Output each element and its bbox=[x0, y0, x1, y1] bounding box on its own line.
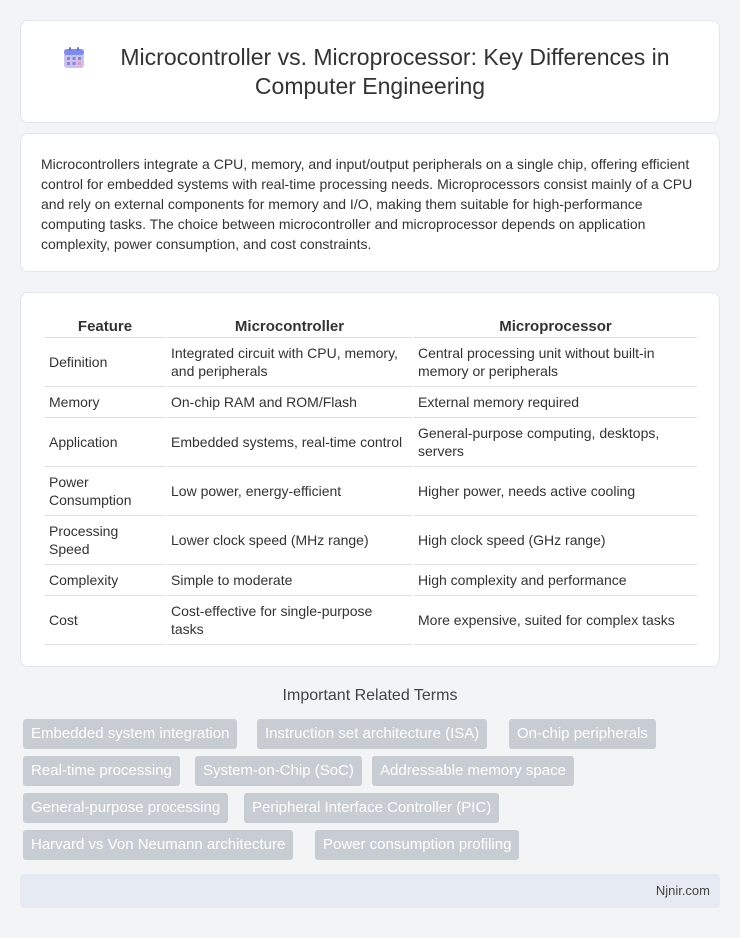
intro-paragraph: Microcontrollers integrate a CPU, memory, and input/output peripherals on a single chip, offering efficient control for embedded systems with real-time processing needs. Microprocessors consist mainly of a CPU and rely on external components for memory and I/O, making them suitable for high-performance computing tasks. The choice between microcontroller and microprocessor depends on application complexity, power consumption, and cost constraints. bbox=[41, 156, 693, 252]
table-cell-microprocessor: Central processing unit without built-in memory or peripherals bbox=[414, 338, 697, 387]
table-cell-microcontroller: Simple to moderate bbox=[167, 565, 412, 596]
page-title bbox=[21, 43, 719, 101]
table-cell-microcontroller: Lower clock speed (MHz range) bbox=[167, 516, 412, 565]
related-term-tag[interactable]: Instruction set architecture (ISA) bbox=[257, 719, 487, 749]
table-cell-microprocessor: General-purpose computing, desktops, servers bbox=[414, 418, 697, 467]
table-cell-microprocessor: High clock speed (GHz range) bbox=[414, 516, 697, 565]
table-cell-feature: Application bbox=[45, 418, 165, 467]
column-header-feature: Feature bbox=[45, 316, 165, 338]
comparison-table bbox=[43, 316, 699, 645]
related-term-tag[interactable]: Peripheral Interface Controller (PIC) bbox=[244, 793, 499, 823]
title-card bbox=[20, 20, 720, 123]
table-cell-feature: Memory bbox=[45, 387, 165, 418]
related-term-tag[interactable]: System-on-Chip (SoC) bbox=[195, 756, 362, 786]
column-header-microprocessor: Microprocessor bbox=[414, 316, 697, 338]
table-cell-microcontroller: On-chip RAM and ROM/Flash bbox=[167, 387, 412, 418]
related-term-tag[interactable]: Real-time processing bbox=[23, 756, 180, 786]
table-row bbox=[45, 418, 697, 467]
footer bbox=[20, 874, 720, 908]
table-row bbox=[45, 596, 697, 645]
related-term-tag[interactable]: On-chip peripherals bbox=[509, 719, 656, 749]
table-row bbox=[45, 516, 697, 565]
table-header-row bbox=[45, 316, 697, 338]
footer-site-link[interactable]: Njnir.com bbox=[655, 883, 710, 898]
table-cell-microcontroller: Embedded systems, real-time control bbox=[167, 418, 412, 467]
intro-card bbox=[20, 133, 720, 272]
table-row bbox=[45, 467, 697, 516]
comparison-table-card bbox=[20, 292, 720, 667]
table-cell-feature: Processing Speed bbox=[45, 516, 165, 565]
related-term-tag[interactable]: Harvard vs Von Neumann architecture bbox=[23, 830, 293, 860]
related-term-tag[interactable]: General-purpose processing bbox=[23, 793, 228, 823]
table-cell-microprocessor: More expensive, suited for complex tasks bbox=[414, 596, 697, 645]
table-cell-feature: Definition bbox=[45, 338, 165, 387]
table-cell-microprocessor: High complexity and performance bbox=[414, 565, 697, 596]
table-cell-feature: Power Consumption bbox=[45, 467, 165, 516]
related-term-tag[interactable]: Addressable memory space bbox=[372, 756, 574, 786]
related-term-tag[interactable]: Power consumption profiling bbox=[315, 830, 519, 860]
table-cell-microcontroller: Cost-effective for single-purpose tasks bbox=[167, 596, 412, 645]
table-cell-microcontroller: Integrated circuit with CPU, memory, and peripherals bbox=[167, 338, 412, 387]
table-cell-feature: Complexity bbox=[45, 565, 165, 596]
table-cell-microcontroller: Low power, energy-efficient bbox=[167, 467, 412, 516]
table-cell-feature: Cost bbox=[45, 596, 165, 645]
related-terms-title: Important Related Terms bbox=[282, 687, 458, 704]
page-title-line2: Computer Engineering bbox=[254, 73, 486, 99]
table-cell-microprocessor: Higher power, needs active cooling bbox=[414, 467, 697, 516]
related-term-tag[interactable]: Embedded system integration bbox=[23, 719, 237, 749]
page-title-line1: Microcontroller vs. Microprocessor: Key Differences in bbox=[120, 44, 670, 70]
table-cell-microprocessor: External memory required bbox=[414, 387, 697, 418]
table-row bbox=[45, 338, 697, 387]
table-row bbox=[45, 565, 697, 596]
table-row bbox=[45, 387, 697, 418]
column-header-microcontroller: Microcontroller bbox=[167, 316, 412, 338]
